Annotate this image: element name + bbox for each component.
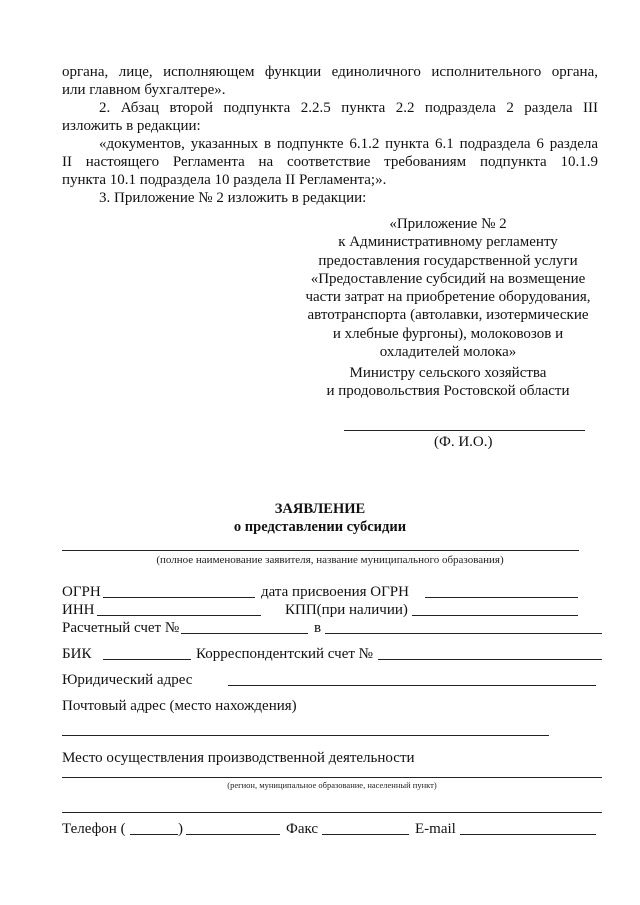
activity-place-field[interactable]: [62, 777, 602, 778]
appendix-header-line: и хлебные фургоны), молоковозов и: [332, 325, 564, 342]
fio-line: [344, 430, 585, 431]
addressee-line: Министру сельского хозяйства: [349, 365, 547, 381]
postal-address-label: Почтовый адрес (место нахождения): [62, 698, 297, 714]
form-subtitle: о представлении субсидии: [233, 519, 407, 535]
account-label: Расчетный счет №: [62, 620, 180, 636]
fio-label: (Ф. И.О.): [434, 434, 493, 450]
account-field[interactable]: [181, 633, 308, 634]
appendix-header-line: части затрат на приобретение оборудования,: [305, 289, 591, 306]
ogrn-date-label: дата присвоения ОГРН: [261, 584, 409, 600]
appendix-header-line: «Предоставление субсидий на возмещение: [310, 270, 586, 287]
bik-label: БИК: [62, 646, 92, 662]
form-title: ЗАЯВЛЕНИЕ: [274, 501, 366, 517]
kpp-label: КПП(при наличии): [285, 602, 408, 618]
paragraph-line: или главном бухгалтере».: [62, 82, 226, 98]
inn-field[interactable]: [97, 615, 261, 616]
corr-account-field[interactable]: [378, 659, 602, 660]
quote-line: II настоящего Регламента на соответствие требованиям подпункта 10.1.9: [62, 154, 598, 170]
account-bank-field[interactable]: [325, 633, 602, 634]
phone-label: Телефон (: [62, 821, 126, 837]
paragraph-line: органа, лице, исполняющем функции единоличного исполнительного органа,: [62, 64, 598, 80]
legal-address-field[interactable]: [228, 685, 596, 686]
kpp-field[interactable]: [412, 615, 578, 616]
ogrn-field[interactable]: [103, 597, 255, 598]
bik-field[interactable]: [103, 659, 191, 660]
applicant-hint: (полное наименование заявителя, название муниципального образования): [156, 554, 504, 566]
appendix-header-line: предоставления государственной услуги: [318, 252, 578, 269]
fax-label: Факс: [286, 821, 319, 837]
email-field[interactable]: [460, 834, 596, 835]
appendix-header-line: «Приложение № 2: [389, 216, 507, 232]
addressee: [290, 364, 606, 401]
quote-line: «документов, указанных в подпункте 6.1.2 пункта 6.1 подраздела 6 раздела: [99, 136, 598, 152]
appendix-header-line: охладителей молока»: [379, 344, 517, 361]
activity-place-extra-line[interactable]: [62, 812, 602, 813]
item-3-line: 3. Приложение № 2 изложить в редакции:: [99, 190, 367, 206]
appendix-header-line: автотранспорта (автолавки, изотермические: [307, 307, 589, 324]
applicant-name-line[interactable]: [62, 550, 579, 551]
phone-code-field[interactable]: [130, 834, 178, 835]
quote-line: пункта 10.1 подраздела 10 раздела II Регламента;».: [62, 172, 387, 188]
item-2-line: изложить в редакции:: [62, 118, 201, 134]
postal-address-field[interactable]: [62, 735, 549, 736]
appendix-header: [290, 215, 606, 361]
item-2-line: 2. Абзац второй подпункта 2.2.5 пункта 2.2 подраздела 2 раздела III: [99, 100, 598, 116]
activity-hint: (регион, муниципальное образование, населенный пункт): [227, 780, 437, 790]
account-bank-label: в: [314, 620, 322, 636]
phone-number-field[interactable]: [186, 834, 280, 835]
inn-label: ИНН: [62, 602, 95, 618]
email-label: E-mail: [415, 821, 456, 837]
corr-account-label: Корреспондентский счет №: [196, 646, 373, 662]
activity-place-label: Место осуществления производственной деятельности: [62, 750, 415, 766]
addressee-line: и продовольствия Ростовской области: [326, 383, 570, 400]
ogrn-label: ОГРН: [62, 584, 101, 600]
legal-address-label: Юридический адрес: [62, 672, 193, 688]
phone-paren: ): [178, 821, 183, 837]
appendix-header-line: к Административному регламенту: [338, 234, 558, 251]
ogrn-date-field[interactable]: [425, 597, 578, 598]
fax-field[interactable]: [322, 834, 409, 835]
